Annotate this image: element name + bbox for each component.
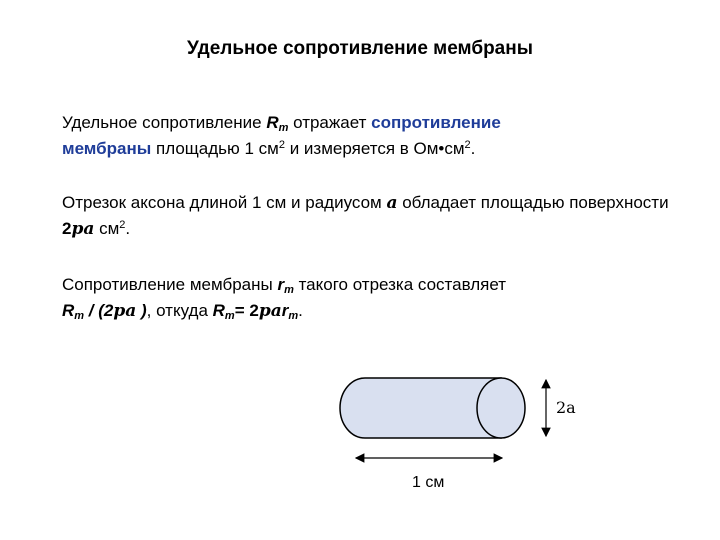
paragraph-resistance [62, 272, 682, 324]
symbol-alpha: a [386, 193, 398, 213]
text: . [125, 219, 131, 238]
symbol-R: R [62, 301, 75, 320]
text: , откуда [146, 301, 213, 320]
text: такого отрезка составляет [293, 275, 507, 294]
formula-part: = 2 [234, 301, 259, 320]
superscript: 2 [464, 139, 471, 151]
subscript-m: m [224, 310, 235, 322]
text: обладает площадью поверхности [397, 193, 669, 212]
page-title: Удельное сопротивление мембраны [187, 38, 533, 59]
paragraph-definition [62, 110, 682, 162]
symbol-alpha: a [125, 301, 137, 321]
cylinder-body [340, 378, 501, 438]
symbol-r: r [281, 301, 289, 320]
diameter-label [556, 398, 576, 418]
highlight-text: сопротивление [371, 113, 501, 132]
subscript-m: m [278, 122, 289, 134]
length-label: 1 см [412, 474, 445, 491]
symbol-pi: p [258, 301, 271, 321]
text: Удельное сопротивление [62, 113, 267, 132]
cylinder-end-cap [477, 378, 525, 438]
formula-part: / (2 [84, 301, 114, 320]
superscript: 2 [278, 139, 285, 151]
symbol-r: r [277, 275, 285, 294]
formula-part: ) [136, 301, 147, 320]
symbol-R: R [266, 113, 279, 132]
text: площадью 1 см [151, 139, 279, 158]
text: отражает [288, 113, 372, 132]
symbol-pi: p [71, 219, 84, 239]
text: см [94, 219, 120, 238]
text: . [298, 301, 303, 320]
text: и измеряется в Ом•см [284, 139, 465, 158]
diameter-label-text: 2a [556, 398, 576, 417]
symbol-pi: p [113, 301, 126, 321]
highlight-text: мембраны [62, 139, 152, 158]
number: 2 [62, 219, 72, 238]
paragraph-surface-area [62, 190, 682, 242]
text: . [470, 139, 476, 158]
superscript: 2 [119, 219, 126, 231]
subscript-m: m [284, 284, 294, 296]
subscript-m: m [74, 310, 85, 322]
subscript-m: m [288, 310, 299, 322]
symbol-alpha: a [270, 301, 282, 321]
symbol-alpha: a [83, 219, 95, 239]
text: Отрезок аксона длиной 1 см и радиусом [62, 193, 387, 212]
text: Сопротивление мембраны [62, 275, 278, 294]
symbol-R: R [212, 301, 225, 320]
